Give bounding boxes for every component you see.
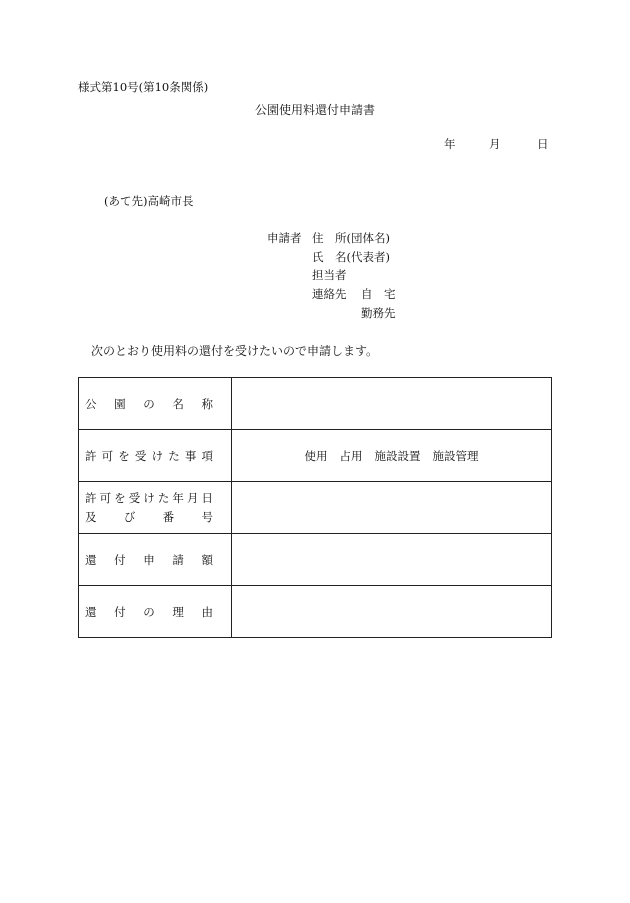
label-char: び <box>123 510 136 524</box>
label-char: 還 <box>85 552 97 567</box>
label-char: 可 <box>99 491 112 505</box>
label-char: 由 <box>201 604 213 619</box>
label-char: 許 <box>85 448 97 463</box>
label-char: 額 <box>201 552 213 567</box>
label-char: 称 <box>201 396 213 411</box>
date-month-label: 月 <box>489 137 501 151</box>
table-row-refund-amount <box>79 534 552 586</box>
refund-amount-label <box>79 534 232 586</box>
label-char: 許 <box>85 491 97 505</box>
label-char: を <box>118 448 130 463</box>
option-occupancy[interactable]: 占用 <box>339 448 363 463</box>
table-row-park-name <box>79 378 552 430</box>
date-day-label: 日 <box>537 137 549 151</box>
park-name-field[interactable] <box>232 378 552 430</box>
park-name-label <box>79 378 232 430</box>
table-row-permit-date-number <box>79 482 552 534</box>
label-char: 事 <box>184 448 197 463</box>
label-char: 園 <box>114 396 126 411</box>
form-number: 様式第10号(第10条関係) <box>78 80 209 94</box>
date-year-label: 年 <box>444 137 456 151</box>
permit-date-number-field[interactable] <box>232 482 552 534</box>
label-char: 受 <box>134 448 147 463</box>
option-facility-installation[interactable]: 施設設置 <box>374 448 421 463</box>
label-char: を <box>114 491 126 505</box>
intro-text: 次のとおり使用料の還付を受けたいので申請します。 <box>91 344 379 358</box>
refund-amount-field[interactable] <box>232 534 552 586</box>
permitted-matter-field[interactable] <box>232 430 552 482</box>
label-char: 番 <box>162 510 175 524</box>
label-char: 名 <box>172 396 184 411</box>
application-table <box>78 377 552 638</box>
label-char: 受 <box>128 491 141 505</box>
label-char: 申 <box>143 552 155 567</box>
table-row-permitted-matter <box>79 430 552 482</box>
home-phone-label: 自 宅 <box>361 287 396 301</box>
label-char: 項 <box>201 448 213 463</box>
label-char: 及 <box>85 510 97 524</box>
document-title: 公園使用料還付申請書 <box>254 103 375 117</box>
option-facility-management[interactable]: 施設管理 <box>432 448 479 463</box>
contact-label: 連絡先 <box>312 287 347 301</box>
label-char: 付 <box>114 552 126 567</box>
label-char: 月 <box>186 491 199 505</box>
label-char: 号 <box>201 510 213 524</box>
label-char: け <box>151 448 164 463</box>
label-char: 付 <box>114 604 126 619</box>
permit-date-number-label <box>79 482 232 534</box>
label-char: た <box>168 448 180 463</box>
label-char: 理 <box>172 604 184 619</box>
addressee: (あて先)高崎市長 <box>104 194 194 208</box>
label-char: の <box>143 396 155 411</box>
option-use[interactable]: 使用 <box>304 448 328 463</box>
label-char: 公 <box>85 396 97 411</box>
label-char: 年 <box>172 491 184 505</box>
label-char: 請 <box>172 552 184 567</box>
address-label: 住 所(団体名) <box>312 231 390 245</box>
refund-reason-field[interactable] <box>232 586 552 638</box>
name-label: 氏 名(代表者) <box>312 250 390 264</box>
label-char: た <box>157 491 170 505</box>
label-char: 日 <box>201 491 213 505</box>
contact-person-label: 担当者 <box>312 268 347 282</box>
label-char: 可 <box>101 448 114 463</box>
refund-reason-label <box>79 586 232 638</box>
label-char: け <box>143 491 155 505</box>
label-char: 還 <box>85 604 97 619</box>
applicant-label: 申請者 <box>267 231 302 245</box>
table-row-refund-reason <box>79 586 552 638</box>
permitted-matter-label <box>79 430 232 482</box>
office-phone-label: 勤務先 <box>361 306 396 320</box>
label-char: の <box>143 604 155 619</box>
